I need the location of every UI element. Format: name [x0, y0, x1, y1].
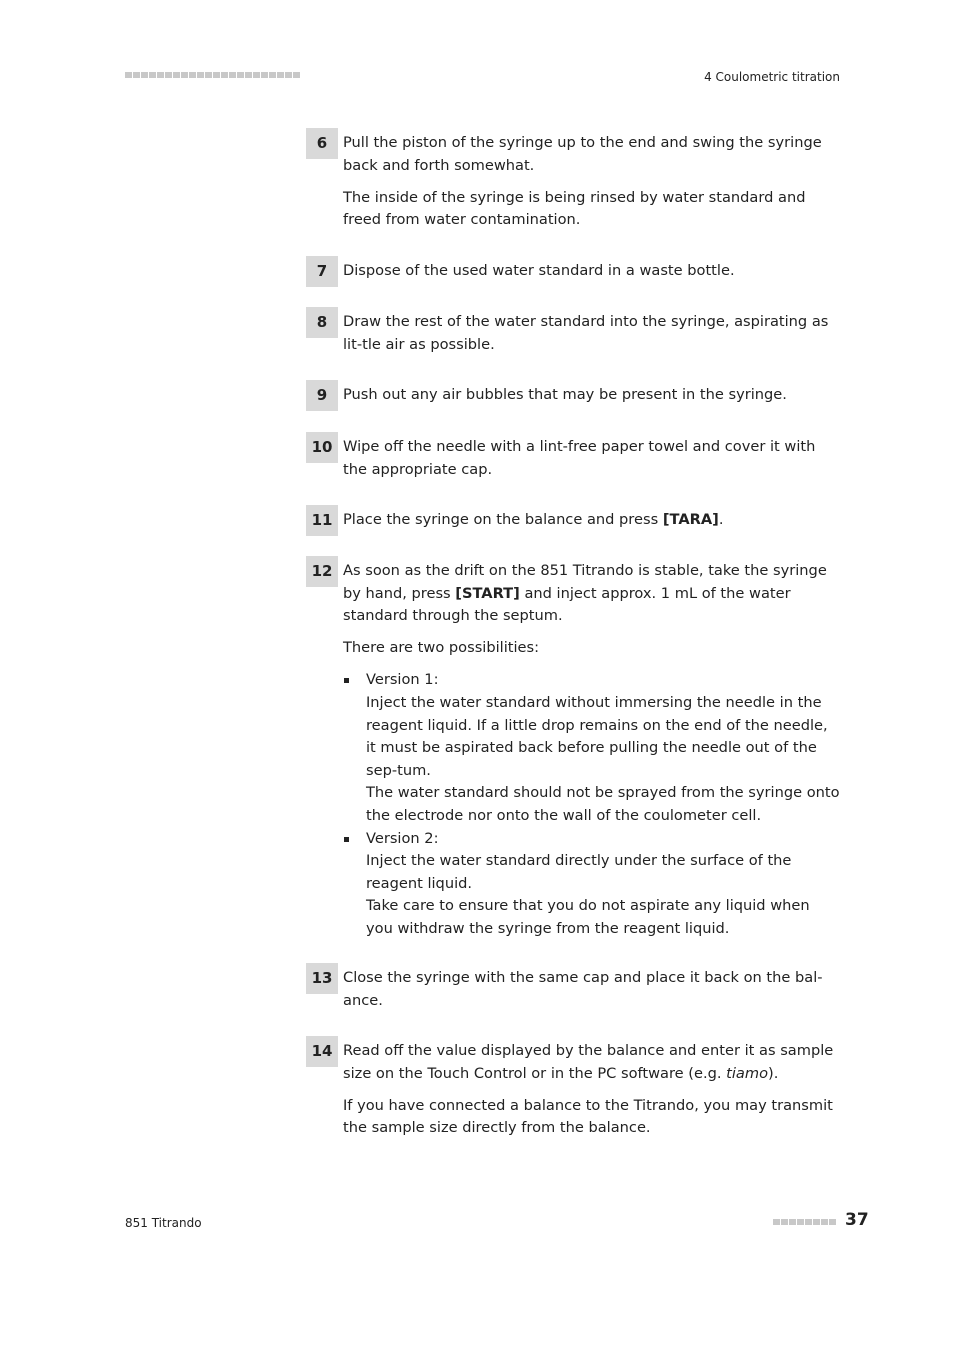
step-text-post: . [718, 511, 724, 528]
step-text: Draw the rest of the water standard into the syringe, aspirating as lit-tle air as possible. [343, 313, 829, 353]
header-decoration [125, 72, 300, 78]
step-note: If you have connected a balance to the Titrando, you may transmit the sample size directly from the balance. [343, 1096, 833, 1137]
step-text: Push out any air bubbles that may be present in the syringe. [343, 386, 787, 403]
step-6 [306, 128, 840, 232]
step-text [343, 560, 840, 628]
product-name: 851 Titrando [125, 1216, 202, 1230]
step-11 [306, 505, 840, 532]
step-text: Dispose of the used water standard in a waste bottle. [343, 262, 735, 279]
bullet-text: The water standard should not be sprayed from the syringe onto the electrode nor onto the wall of the coulometer cell. [366, 784, 840, 824]
list-item [343, 828, 840, 941]
step-text: Wipe off the needle with a lint-free paper towel and cover it with the appropriate cap. [343, 438, 816, 478]
bullet-text: Inject the water standard directly under the surface of the reagent liquid. [366, 852, 792, 892]
step-number: 12 [306, 556, 338, 587]
chapter-title: 4 Coulometric titration [704, 70, 840, 84]
step-8 [306, 307, 840, 356]
step-number: 6 [306, 128, 338, 159]
step-number: 9 [306, 380, 338, 411]
bullet-text: Inject the water standard without immersing the needle in the reagent liquid. If a little drop remains on the end of the needle, it must be aspirated back before pulling the needle out of the sep-tum. [366, 693, 828, 779]
step-note: There are two possibilities: [343, 639, 540, 657]
step-number: 13 [306, 963, 338, 994]
bullet-text: Take care to ensure that you do not aspirate any liquid when you withdraw the syringe from the reagent liquid. [366, 897, 810, 937]
key-start: [START] [455, 584, 520, 602]
step-text-pre: As soon as the drift on the 851 Titrando is stable, take the syringe by hand, press [343, 562, 827, 602]
step-text: Close the syringe with the same cap and place it back on the bal-ance. [343, 969, 823, 1009]
step-number: 14 [306, 1036, 338, 1067]
bullet-title: Version 2: [366, 829, 439, 847]
step-note: The inside of the syringe is being rinsed by water standard and freed from water contamination. [343, 188, 806, 229]
step-14 [306, 1036, 840, 1140]
step-text-pre: Place the syringe on the balance and press [343, 511, 663, 528]
step-text [343, 1040, 840, 1085]
step-7 [306, 256, 840, 283]
version-list [343, 669, 840, 940]
bullet-title: Version 1: [366, 671, 439, 689]
step-10 [306, 432, 840, 481]
step-text-post: ). [768, 1064, 779, 1082]
step-number: 7 [306, 256, 338, 287]
step-number: 8 [306, 307, 338, 338]
list-item [343, 669, 840, 827]
step-text [343, 509, 840, 532]
step-text-pre: Read off the value displayed by the balance and enter it as sample size on the Touch Control or in the PC software (e.g. [343, 1042, 834, 1082]
key-tara: [TARA] [662, 511, 719, 528]
step-number: 11 [306, 505, 338, 536]
step-9 [306, 380, 840, 407]
step-number: 10 [306, 432, 338, 463]
footer-decoration [773, 1219, 836, 1225]
step-text-post: and inject approx. 1 mL of the water standard through the septum. [343, 584, 791, 625]
step-text: Pull the piston of the syringe up to the end and swing the syringe back and forth somewhat. [343, 134, 822, 174]
step-13 [306, 963, 840, 1012]
page-number: 37 [845, 1210, 869, 1230]
step-12 [306, 556, 840, 941]
software-name: tiamo [726, 1064, 769, 1082]
